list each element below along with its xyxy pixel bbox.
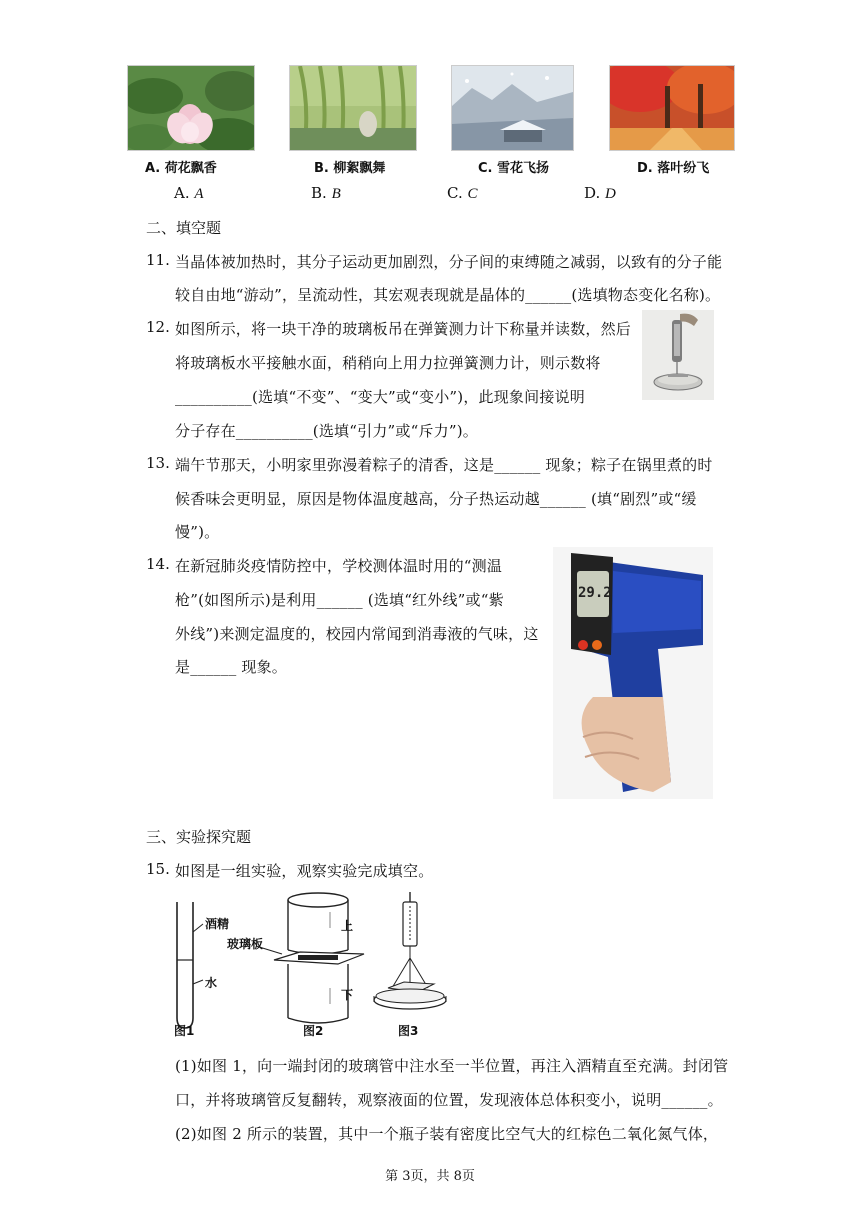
q15-line-1: 如图是一组实验，观察实验完成填空。 xyxy=(175,862,434,880)
q12-line-4: 分子存在__________(选填“引力”或“斥力”)。 xyxy=(175,422,478,440)
willow-photo xyxy=(289,65,417,151)
autumn-leaves-photo xyxy=(609,65,735,151)
q15-part1-line-1: (1)如图 1，向一端封闭的玻璃管中注水至一半位置，再注入酒精直至充满。封闭管 xyxy=(175,1057,729,1075)
label-alcohol: 酒精 xyxy=(205,917,230,931)
q14-line-1: 在新冠肺炎疫情防控中，学校测体温时用的“测温 xyxy=(175,557,503,575)
question-number-13: 13. xyxy=(146,454,170,472)
q11-line-1: 当晶体被加热时，其分子运动更加剧烈，分子间的束缚随之减弱，以致有的分子能 xyxy=(175,253,723,271)
q13-line-2: 候香味会更明显，原因是物体温度越高，分子热运动越______ (填“剧烈”或“缓 xyxy=(175,490,697,508)
option-b[interactable]: B. B xyxy=(311,184,341,202)
spring-scale-glass-photo xyxy=(642,310,714,400)
q12-line-2: 将玻璃板水平接触水面，稍稍向上用力拉弹簧测力计，则示数将 xyxy=(175,354,601,372)
label-fig3: 图3 xyxy=(398,1024,419,1038)
caption-d: D. 落叶纷飞 xyxy=(637,161,710,176)
q15-part2-line-1: (2)如图 2 所示的装置，其中一个瓶子装有密度比空气大的红棕色二氧化氮气体， xyxy=(175,1125,719,1143)
experiment-figures xyxy=(170,888,470,1040)
thermometer-display: 29.2 xyxy=(578,585,612,601)
q13-line-1: 端午节那天，小明家里弥漫着粽子的清香，这是______ 现象；粽子在锅里煮的时 xyxy=(175,456,713,474)
caption-a: A. 荷花飘香 xyxy=(145,161,217,176)
label-fig2: 图2 xyxy=(303,1024,324,1038)
question-number-12: 12. xyxy=(146,318,170,336)
caption-c: C. 雪花飞扬 xyxy=(478,161,550,176)
q12-line-1: 如图所示，将一块干净的玻璃板吊在弹簧测力计下称量并读数，然后 xyxy=(175,320,632,338)
lotus-photo xyxy=(127,65,255,151)
q14-line-2: 枪”(如图所示)是利用______ (选填“红外线”或“紫 xyxy=(175,591,504,609)
option-d[interactable]: D. D xyxy=(584,184,616,202)
label-fig1: 图1 xyxy=(174,1024,195,1038)
q12-line-3: __________(选填“不变”、“变大”或“变小”)，此现象间接说明 xyxy=(175,388,585,406)
q11-line-2: 较自由地“游动”，呈流动性，其宏观表现就是晶体的______(选填物态变化名称)。 xyxy=(175,286,721,304)
thermometer-gun-photo xyxy=(553,547,713,799)
page-footer: 第 3页，共 8页 xyxy=(385,1169,475,1184)
snow-photo xyxy=(451,65,574,151)
q13-line-3: 慢”)。 xyxy=(175,523,220,541)
section-title-experiment: 三、实验探究题 xyxy=(146,828,252,846)
label-water: 水 xyxy=(205,976,218,990)
label-glass-plate: 玻璃板 xyxy=(227,937,264,951)
label-down: 下 xyxy=(341,988,354,1002)
question-number-11: 11. xyxy=(146,251,170,269)
question-number-14: 14. xyxy=(146,555,170,573)
q14-line-3: 外线”)来测定温度的，校园内常闻到消毒液的气味，这 xyxy=(175,625,539,643)
label-up: 上 xyxy=(341,919,354,933)
option-c[interactable]: C. C xyxy=(447,184,478,202)
q15-part1-line-2: 口，并将玻璃管反复翻转，观察液面的位置，发现液体总体积变小，说明______。 xyxy=(175,1091,723,1109)
section-title-fill-blank: 二、填空题 xyxy=(146,219,222,237)
option-a[interactable]: A. A xyxy=(174,184,204,202)
q14-line-4: 是______ 现象。 xyxy=(175,658,287,676)
question-number-15: 15. xyxy=(146,860,170,878)
caption-b: B. 柳絮飘舞 xyxy=(314,161,386,176)
